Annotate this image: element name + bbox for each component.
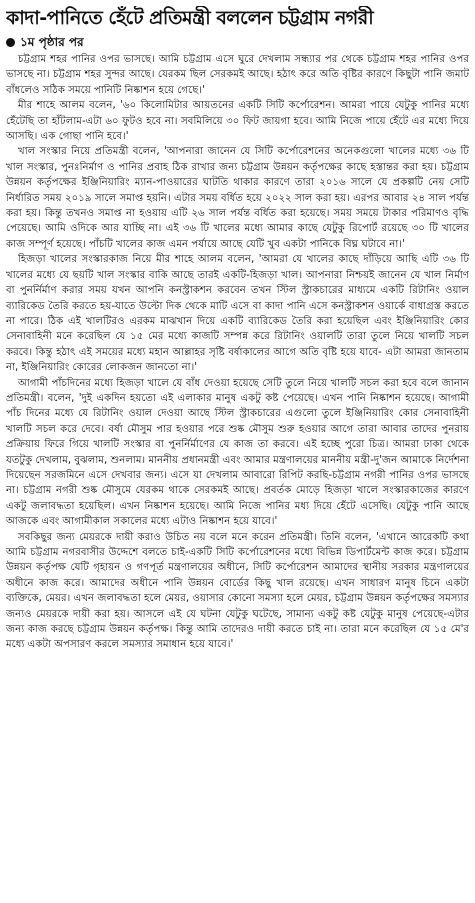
continued-from-label <box>6 34 469 50</box>
paragraph: হিজড়া খালের সংস্কারকাজ নিয়ে মীর শাহে আলম বলেন, 'আমরা যে খালের কাছে দাঁড়িয়ে আছি এটি ৩৬ টি খালের মধ্যে যে ছয়টি খাল সংস্কার বাকি আছে তারই একটি-হিজড়া খাল। আপনারা নিশ্চয়ই জানেন যে খাল নির্মাণ বা পুনর্নির্মাণ করার সময় যখন আপনি কনস্ট্রাকশন করবেন তখন স্টিল স্ট্রাকচারের মাধ্যমে একটি রিটানিং ওয়াল ব্যারিকেড তৈরি করতে হয়-যাতে উল্টো দিক থেকে মাটি এসে বা কাদা পানি এসে কনস্ট্রাকশন ওয়ার্কে বাধাগ্রস্ত করতে না পারে। ঠিক এই খালটিরও এরকম মাঝখান দিয়ে একটি ব্যারিকেড তৈরি করা হয়েছিল এবং ইঞ্জিনিয়ারিং কোর সেনাবাহিনী মনে করেছিল যে ১৫ মের মধ্যে কাজটি সম্পন্ন করে রিটানিং ওয়ালটি তারা তুলে নিয়ে খালটি সচল করবে। কিন্তু হঠাৎ এই সময়ের মধ্যে মহান আল্লাহর সৃষ্টি বর্ষাকালের আগে অতি বৃষ্টি হয়ে যাবে- এটা আমরা জানতাম না, ইঞ্জিনিয়ারিং কোরের লোকজন জানতো না।' <box>6 254 469 374</box>
headline: কাদা-পানিতে হেঁটে প্রতিমন্ত্রী বললেন চট্টগ্রাম নগরী <box>6 7 374 29</box>
continued-text: ১ম পৃষ্ঠার পর <box>20 35 84 49</box>
article-body <box>6 52 469 653</box>
paragraph: মীর শাহে আলম বলেন, '৬০ কিলোমিটার আয়তনের একটি সিটি কর্পোরেশন। আমরা পায়ে যেটুকু পানির মধ্যে হেঁটেছি তা হাঁটলাম-এটা ৬০ ফুটও হবে না। সবমিলিয়ে ৩০ ফিট জায়গা হবে। আমি নিজে পায়ে হেঁটে এর মধ্যে দিয়ে আসছি। এক গোছা পানি হবে।' <box>6 100 469 143</box>
newspaper-clipping <box>0 6 475 903</box>
bullet-icon <box>6 38 15 47</box>
paragraph: আগামী পাঁচদিনের মধ্যে হিজড়া খালে যে বাঁধ দেওয়া হয়েছে সেটি তুলে নিয়ে খালটি সচল করা হবে বলে জানান প্রতিমন্ত্রী। বলেন, 'দুই একদিন হয়তো এই এলাকার মানুষ একটু কষ্ট পেয়েছে। এখন পানি নিষ্কাশন হয়েছে। আগামী পাঁচ দিনের মধ্যে যে রিটানিং ওয়াল দেওয়া আছে স্টিল স্ট্রাকচারের এগুলো তুলে ইঞ্জিনিয়ারিং কোর সেনাবাহিনী খালটি সচল করে দেবে। বর্ষা মৌসুম পার হওয়ার পরে শুষ্ক মৌসুম শুরু হওয়ার আগে তারা আবার তাদের পুনরায় প্রক্রিয়ায় ফিরে গিয়ে খালটি সংস্কার বা পুনর্নির্মাণের যে কাজ তা করবে। এই হচ্ছে পুরো চিত্র। আমরা ঢাকা থেকে যতটুকু দেখলাম, বুঝলাম, শুনলাম। মাননীয় প্রধানমন্ত্রী এবং আমার মন্ত্রণালয়ের মাননীয় মন্ত্রী-দু'জন আমাকে নির্দেশনা দিয়েছেন সরজমিনে এসে দেখবার জন্য। এসে যা দেখলাম আবারো রিপিট করছি-চট্টগ্রাম নগরী পানির ওপর ভাসছে না। চট্টগ্রাম নগরী শুষ্ক মৌসুমে যেরকম থাকে সেরকমই আছে। প্রবর্তক মোড়ে হিজড়া খালে সংস্কারকাজের কারণে একটু জলাবদ্ধতা হয়েছিল। এখন নিষ্কাশন হয়েছে। আমি নিজে পানির মধ্য দিয়ে হেঁটে এসেছি। যেটুকু পানি আছে আজকে এবং আগামীকাল সকালের মধ্যে এটাও নিষ্কাশন হয়ে যাবে।' <box>6 377 469 528</box>
paragraph: চট্টগ্রাম শহর পানির ওপর ভাসছে। আমি চট্টগ্রাম এসে ঘুরে দেখলাম সন্ধ্যার পর থেকে চট্টগ্রাম শহর পানির ওপর ভাসছে না। চট্টগ্রাম শহর সুন্দর আছে। যেরকম ছিল সেরকমই আছে। হঠাৎ করে অতি বৃষ্টির কারণে কিছুটা পানি জমাট বাঁধলেও সঠিক সময়ে পানিটি নিষ্কাশন হয়ে গেছে।' <box>6 54 469 96</box>
paragraph: সবকিছুর জন্য মেয়রকে দায়ী করাও উচিত নয় বলে মনে করেন প্রতিমন্ত্রী। তিনি বলেন, 'এখানে আরেকটি কথা আমি চট্টগ্রাম নগরবাসীর উদ্দেশে বলতে চাই-একটি সিটি কর্পোরেশনের মধ্যে বিভিন্ন ডিপার্টমেন্ট কাজ করে। চট্টগ্রাম উন্নয়ন কর্তৃপক্ষ যেটি গৃহায়ন ও গণপূর্ত মন্ত্রণালয়ের অধীনে, সিটি কর্পোরেশন আমাদের স্থানীয় সরকার মন্ত্রণালয়ের অধীনে কাজ করে। আমাদের অধীনে পানি উন্নয়ন বোর্ডের কিছু খাল রয়েছে। এখন সাধারণ মানুষ চিনে একটা ব্যক্তিকে, মেয়র। এখন জলাবদ্ধতা হলে মেয়র, ওয়াসার কোনো সমস্যা হলে মেয়র, চট্টগ্রাম উন্নয়ন কর্তৃপক্ষের সমস্যার জন্যও মেয়রকে দায়ী করা হয়। আসলে এই যে ঘটনা যেটুকু ঘটেছে, সামান্য একটু কষ্ট যেটুকু মানুষ পেয়েছে-এটার জন্য কাজ করছে চট্টগ্রাম উন্নয়ন কর্তৃপক্ষ। কিন্তু আমি তাদেরও দায়ী করতে চাই না। তারা মনে করেছিল যে ১৫ মে'র মধ্যে একটা অপসারণ করলে সমস্যার সমাধান হয়ে যাবে।' <box>6 531 469 651</box>
paragraph: খাল সংস্কার নিয়ে প্রতিমন্ত্রী বলেন, 'আপনারা জানেন যে সিটি কর্পোরেশনের অনেকগুলো খালের মধ্যে ৩৬ টি খাল সংস্কার, পুনঃনির্মাণ ও পানির প্রবাহ ঠিক রাখার জন্য চট্টগ্রাম উন্নয়ন কর্তৃপক্ষের কাছে হস্তান্তর করা হয়। চট্টগ্রাম উন্নয়ন কর্তৃপক্ষের ইঞ্জিনিয়ারিং ম্যান-পাওয়ারের ঘাটতি থাকার কারণে তারা ২০১৬ সালে যে প্রকল্পটি নেয় সেটি নির্ধারিত সময় ২০১৯ সালে সমাপ্ত হয়নি। এটার সময় বর্ধিত হয়ে ২০২২ সাল করা হয়। এরপর আবার ২৪ সাল পর্যন্ত করা হয়। কিন্তু তখনও সমাপ্ত না হওয়ায় এটি ২৬ সাল পর্যন্ত বর্ধিত করা হয়েছে। সময় সময়ে টাকার পরিমাণও বৃদ্ধি পেয়েছে। আমি ওদিকে আর যাচ্ছি না। এই ৩৬ টি খালের মধ্যে আমার কাছে যেটুকু রিপোর্ট রয়েছে ৩০ টি খালের কাজ সম্পূর্ণ হয়েছে। পাঁচটি খালের কাজ এমন পর্যায়ে আছে যেটি খুব একটা পানিকে বিঘ্ন ঘটাবে না।' <box>6 146 469 250</box>
